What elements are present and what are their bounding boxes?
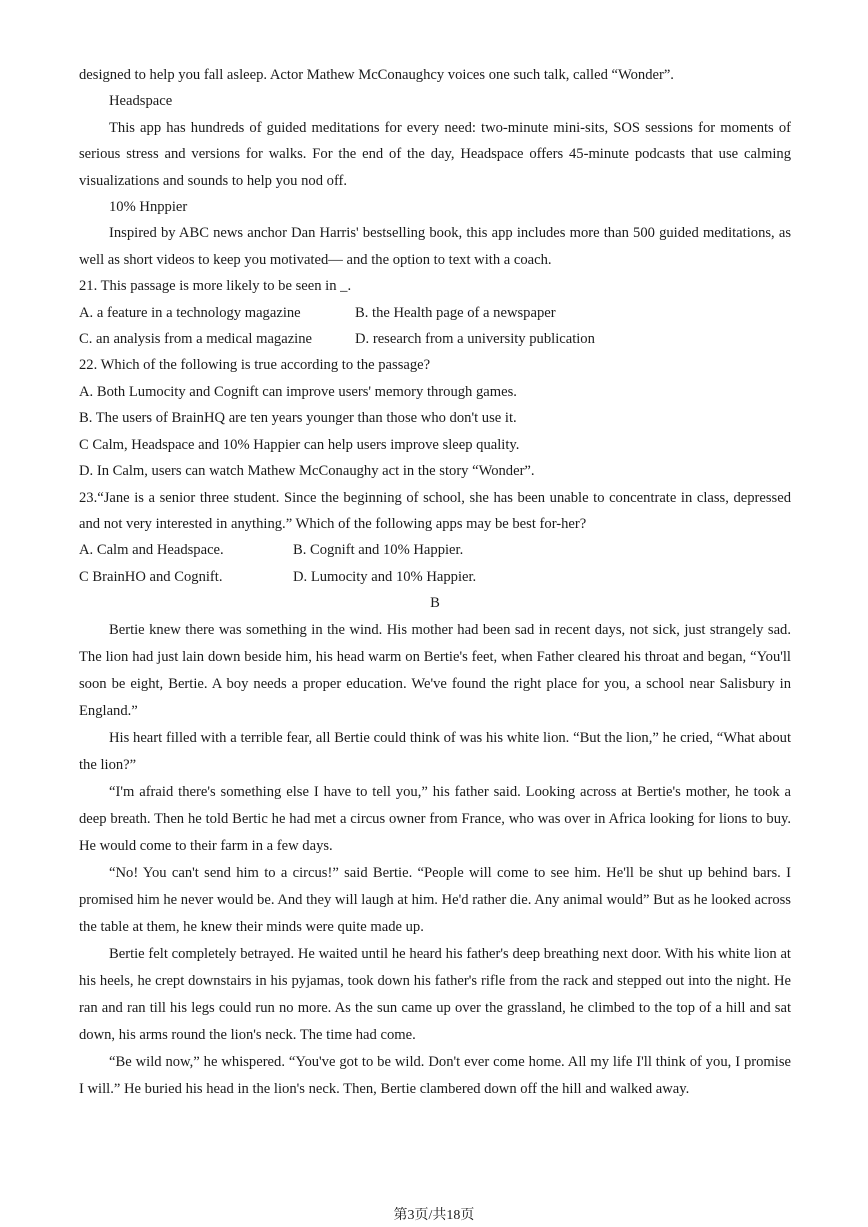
page-content bbox=[79, 62, 791, 1103]
section-b-heading: B bbox=[430, 595, 440, 612]
option-d: D. research from a university publication bbox=[355, 331, 595, 348]
question-stem: 23.“Jane is a senior three student. Since the beginning of school, she has been unable to concentrate in class, depressed and not very interested in anything.” Which of the following apps may be best for-her? bbox=[79, 489, 791, 532]
option-c: C BrainHO and Cognift. bbox=[79, 568, 223, 585]
question-23 bbox=[79, 485, 791, 591]
option-c: C Calm, Headspace and 10% Happier can help users improve sleep quality. bbox=[79, 436, 520, 453]
options-row bbox=[79, 300, 791, 326]
options-row bbox=[79, 564, 791, 590]
question-stem: 22. Which of the following is true according to the passage? bbox=[79, 357, 431, 374]
story-paragraph: Bertie knew there was something in the wind. His mother had been sad in recent days, not sick, just strangely sad. The lion had just lain down beside him, his head warm on Bertie's feet, when Father cleared his throat and began, “You'll soon be eight, Bertie. A boy needs a proper education. We've found the right place for you, a school near Salisbury in England.” bbox=[79, 621, 791, 719]
options-row bbox=[79, 537, 791, 563]
story-paragraph: His heart filled with a terrible fear, all Bertie could think of was his white lion. “But the lion,” he cried, “What about the lion?” bbox=[79, 729, 791, 773]
headspace-title: Headspace bbox=[109, 93, 173, 110]
option-a: A. Both Lumocity and Cognift can improve users' memory through games. bbox=[79, 383, 517, 400]
option-c: C. an analysis from a medical magazine bbox=[79, 331, 313, 348]
option-a: A. a feature in a technology magazine bbox=[79, 304, 301, 321]
option-d: D. In Calm, users can watch Mathew McConaughy act in the story “Wonder”. bbox=[79, 463, 535, 480]
section-b-story bbox=[79, 617, 791, 1103]
question-stem: 21. This passage is more likely to be seen in _. bbox=[79, 278, 352, 295]
option-b: B. Cognift and 10% Happier. bbox=[293, 542, 464, 559]
happier-description: Inspired by ABC news anchor Dan Harris' bestselling book, this app includes more than 500 guided meditations, as well as short videos to keep you motivated— and the option to text with a coach. bbox=[79, 225, 791, 268]
story-paragraph: “No! You can't send him to a circus!” said Bertie. “People will come to see him. He'll be shut up behind bars. I promised him he never would be. And they will laugh at him. He'd rather die. Any animal would” But as he looked across the table at them, he knew their minds were quite made up. bbox=[79, 864, 791, 935]
happier-title: 10% Hnppier bbox=[109, 199, 188, 216]
option-d: D. Lumocity and 10% Happier. bbox=[293, 568, 477, 585]
story-paragraph: Bertie felt completely betrayed. He waited until he heard his father's deep breathing next door. With his white lion at his heels, he crept downstairs in his pyjamas, took down his father's rifle from the rack and stepped out into the night. He ran and ran till his legs could run no more. As the sun came up over the grassland, he climbed to the top of a hill and sat down, his arms round the lion's neck. The time had come. bbox=[79, 945, 791, 1043]
option-a: A. Calm and Headspace. bbox=[79, 542, 224, 559]
options-row bbox=[79, 326, 791, 352]
option-b: B. The users of BrainHQ are ten years younger than those who don't use it. bbox=[79, 410, 517, 427]
story-paragraph: “I'm afraid there's something else I have to tell you,” his father said. Looking across at Bertie's mother, he took a deep breath. Then he told Bertic he had met a circus owner from France, who was over in Africa looking for lions to buy. He would come to their farm in a few days. bbox=[79, 783, 791, 854]
option-b: B. the Health page of a newspaper bbox=[355, 304, 556, 321]
question-21 bbox=[79, 273, 791, 352]
story-paragraph: “Be wild now,” he whispered. “You've got to be wild. Don't ever come home. All my life I'll think of you, I promise I will.” He buried his head in the lion's neck. Then, Bertie clambered down off the hill and walked away. bbox=[79, 1053, 791, 1097]
headspace-description: This app has hundreds of guided meditations for every need: two-minute mini-sits, SOS sessions for moments of serious stress and versions for walks. For the end of the day, Headspace offers 45-minute podcasts that use calming visualizations and sounds to help you nod off. bbox=[79, 119, 791, 189]
page-number: 第3页/共18页 bbox=[393, 1208, 475, 1223]
calm-description-tail: designed to help you fall asleep. Actor Mathew McConaughcy voices one such talk, called “Wonder”. bbox=[79, 67, 674, 83]
question-22 bbox=[79, 352, 791, 484]
